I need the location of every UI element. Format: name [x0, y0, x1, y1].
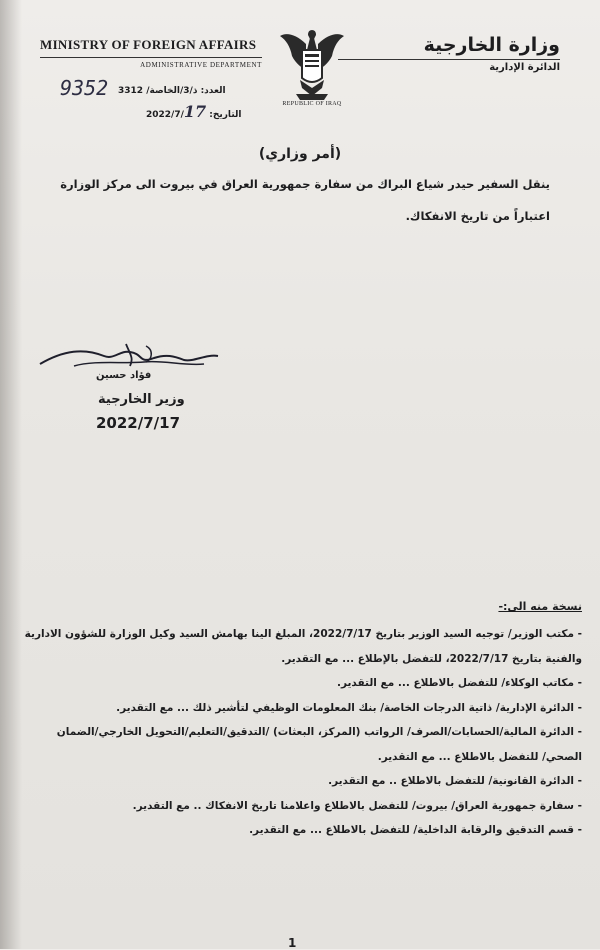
emblem-caption: REPUBLIC OF IRAQ: [282, 101, 342, 107]
ministry-name-ar: وزارة الخارجية: [423, 34, 560, 56]
copy-item-text: - مكاتب الوكلاء/ للتفضل بالاطلاع ... مع التقدير.: [336, 677, 582, 689]
date-label: التاريخ: 2022/7/: [146, 110, 242, 120]
letterhead-rule-en: [40, 57, 262, 58]
ministry-name-en: MINISTRY OF FOREIGN AFFAIRS: [40, 37, 257, 52]
copy-item-text: - قسم التدقيق والرقابة الداخلية/ للتفضل بالاطلاع ... مع التقدير.: [249, 824, 582, 836]
reference-number: العدد: ذ/3/الخاصة/ 3312: [118, 86, 226, 96]
copies-list: [12, 622, 582, 843]
signatory-name: فؤاد حسين: [96, 370, 152, 381]
copy-item: [12, 794, 582, 819]
letterhead-rule-ar: [338, 59, 560, 60]
handwritten-reference-number: 9352: [60, 76, 109, 100]
reference-date: [146, 102, 241, 121]
copy-item-text: - الدائرة الإدارية/ ذاتية الدرجات الخاصة/ بنك المعلومات الوظيفي لتأشير ذلك ... مع التقدير.: [116, 701, 582, 714]
copy-item-continuation: الصحي/ للتفضل بالاطلاع ... مع التقدير.: [377, 750, 582, 763]
order-body: [30, 168, 550, 232]
copy-item: [12, 769, 582, 794]
copy-item-text: - سفارة جمهورية العراق/ بيروت/ للتفضل بالاطلاع واعلامنا تاريخ الانفكاك .. مع التقدير.: [132, 799, 582, 812]
copy-item: [12, 720, 582, 769]
copy-item: [12, 818, 582, 843]
order-line-1: ينقل السفير حيدر شياع البراك من سفارة جمهورية العراق في بيروت الى مركز الوزارة: [60, 177, 550, 191]
page-number: 1: [288, 936, 297, 950]
letterhead-arabic: [338, 34, 560, 73]
copy-item: [12, 696, 582, 721]
copy-item-text: - الدائرة المالية/الحسابات/الصرف/ الرواتب (المركز، البعثات) /التدقيق/التعليم/التحويل الخارجي/الضمان: [56, 726, 582, 738]
signatory-title: وزير الخارجية: [98, 392, 185, 407]
letterhead-english: [40, 37, 262, 69]
copy-item-text: - الدائرة القانونية/ للتفضل بالاطلاع .. مع التقدير.: [328, 775, 582, 787]
copy-item-text: - مكتب الوزير/ توجيه السيد الوزير بتاريخ 2022/7/17، المبلغ الينا بهامش السيد وكيل الوزارة للشؤون الادارية: [24, 628, 582, 640]
signature-date: 2022/7/17: [96, 414, 181, 432]
department-name-ar: الدائرة الإدارية: [489, 62, 560, 73]
copies-heading: نسخة منه الى:-: [498, 600, 582, 613]
handwritten-day: 17: [183, 102, 207, 121]
copy-item-continuation: والفنية بتاريخ 2022/7/17، للتفضل بالإطلاع ... مع التقدير.: [281, 652, 582, 665]
copy-item: [12, 622, 582, 671]
department-name-en: ADMINISTRATIVE DEPARTMENT: [140, 61, 262, 69]
copy-item: [12, 671, 582, 696]
document-title: (أمر وزاري): [258, 146, 342, 162]
order-line-2: اعتباراً من تاريخ الانفكاك.: [405, 209, 550, 223]
